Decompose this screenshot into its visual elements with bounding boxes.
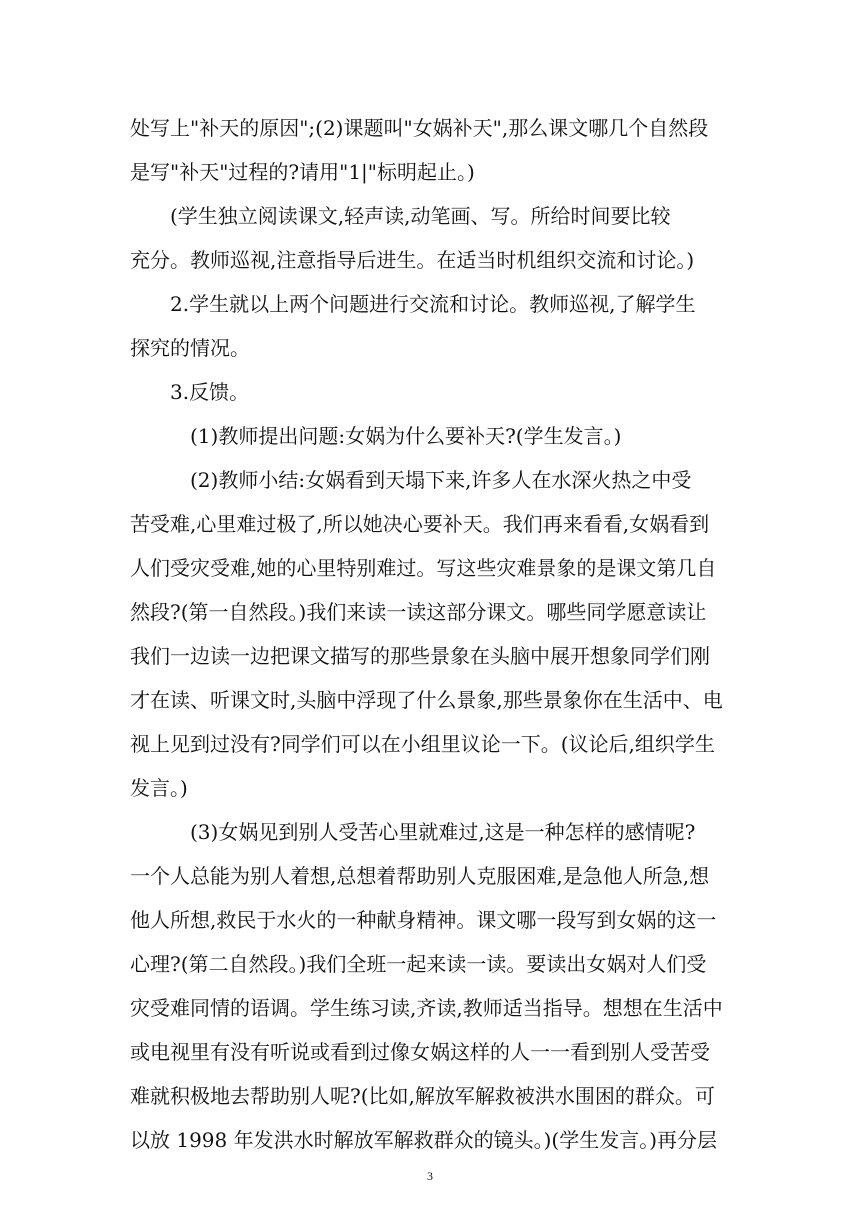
text-line: 视上见到过没有?同学们可以在小组里议论一下。(议论后,组织学生 [130,732,715,756]
text-line: 处写上"补天的原因";(2)课题叫"女娲补天",那么课文哪几个自然段 [130,116,709,140]
text-line: (学生独立阅读课文,轻声读,动笔画、写。所给时间要比较 [130,204,671,228]
text-line: 我们一边读一边把课文描写的那些景象在头脑中展开想象同学们刚 [130,644,710,668]
text-line: 一个人总能为别人着想,总想着帮助别人克服困难,是急他人所急,想 [130,864,710,888]
text-line: 是写"补天"过程的?请用"1|"标明起止。) [130,160,475,184]
text-line: (2)教师小结:女娲看到天塌下来,许多人在水深火热之中受 [130,468,692,492]
text-line: 心理?(第二自然段。)我们全班一起来读一读。要读出女娲对人们受 [130,952,707,976]
text-line: 灾受难同情的语调。学生练习读,齐读,教师适当指导。想想在生活中 [130,996,723,1020]
text-line: 才在读、听课文时,头脑中浮现了什么景象,那些景象你在生活中、电 [130,688,723,712]
text-line: 充分。教师巡视,注意指导后进生。在适当时机组织交流和讨论。) [130,248,695,272]
text-line: 3.反馈。 [130,380,250,404]
text-line: 他人所想,救民于水火的一种献身精神。课文哪一段写到女娲的这一 [130,908,717,932]
text-line: 人们受灾受难,她的心里特别难过。写这些灾难景象的是课文第几自 [130,556,717,580]
text-line: 探究的情况。 [130,336,250,360]
text-line: 难就积极地去帮助别人呢?(比如,解放军解救被洪水围困的群众。可 [130,1084,715,1108]
text-line: (1)教师提出问题:女娲为什么要补天?(学生发言。) [130,424,622,448]
text-line: 2.学生就以上两个问题进行交流和讨论。教师巡视,了解学生 [130,292,696,316]
page-number: 3 [427,1169,433,1183]
text-line: 然段?(第一自然段。)我们来读一读这部分课文。哪些同学愿意读让 [130,600,707,624]
text-line: 苦受难,心里难过极了,所以她决心要补天。我们再来看看,女娲看到 [130,512,710,536]
text-line: 以放 1998 年发洪水时解放军解救群众的镜头。)(学生发言。)再分层 [130,1128,718,1152]
text-line: 或电视里有没有听说或看到过像女娲这样的人一一看到别人受苦受 [130,1040,710,1064]
text-line: (3)女娲见到别人受苦心里就难过,这是一种怎样的感情呢? [130,820,696,844]
text-line: 发言。) [130,776,188,800]
